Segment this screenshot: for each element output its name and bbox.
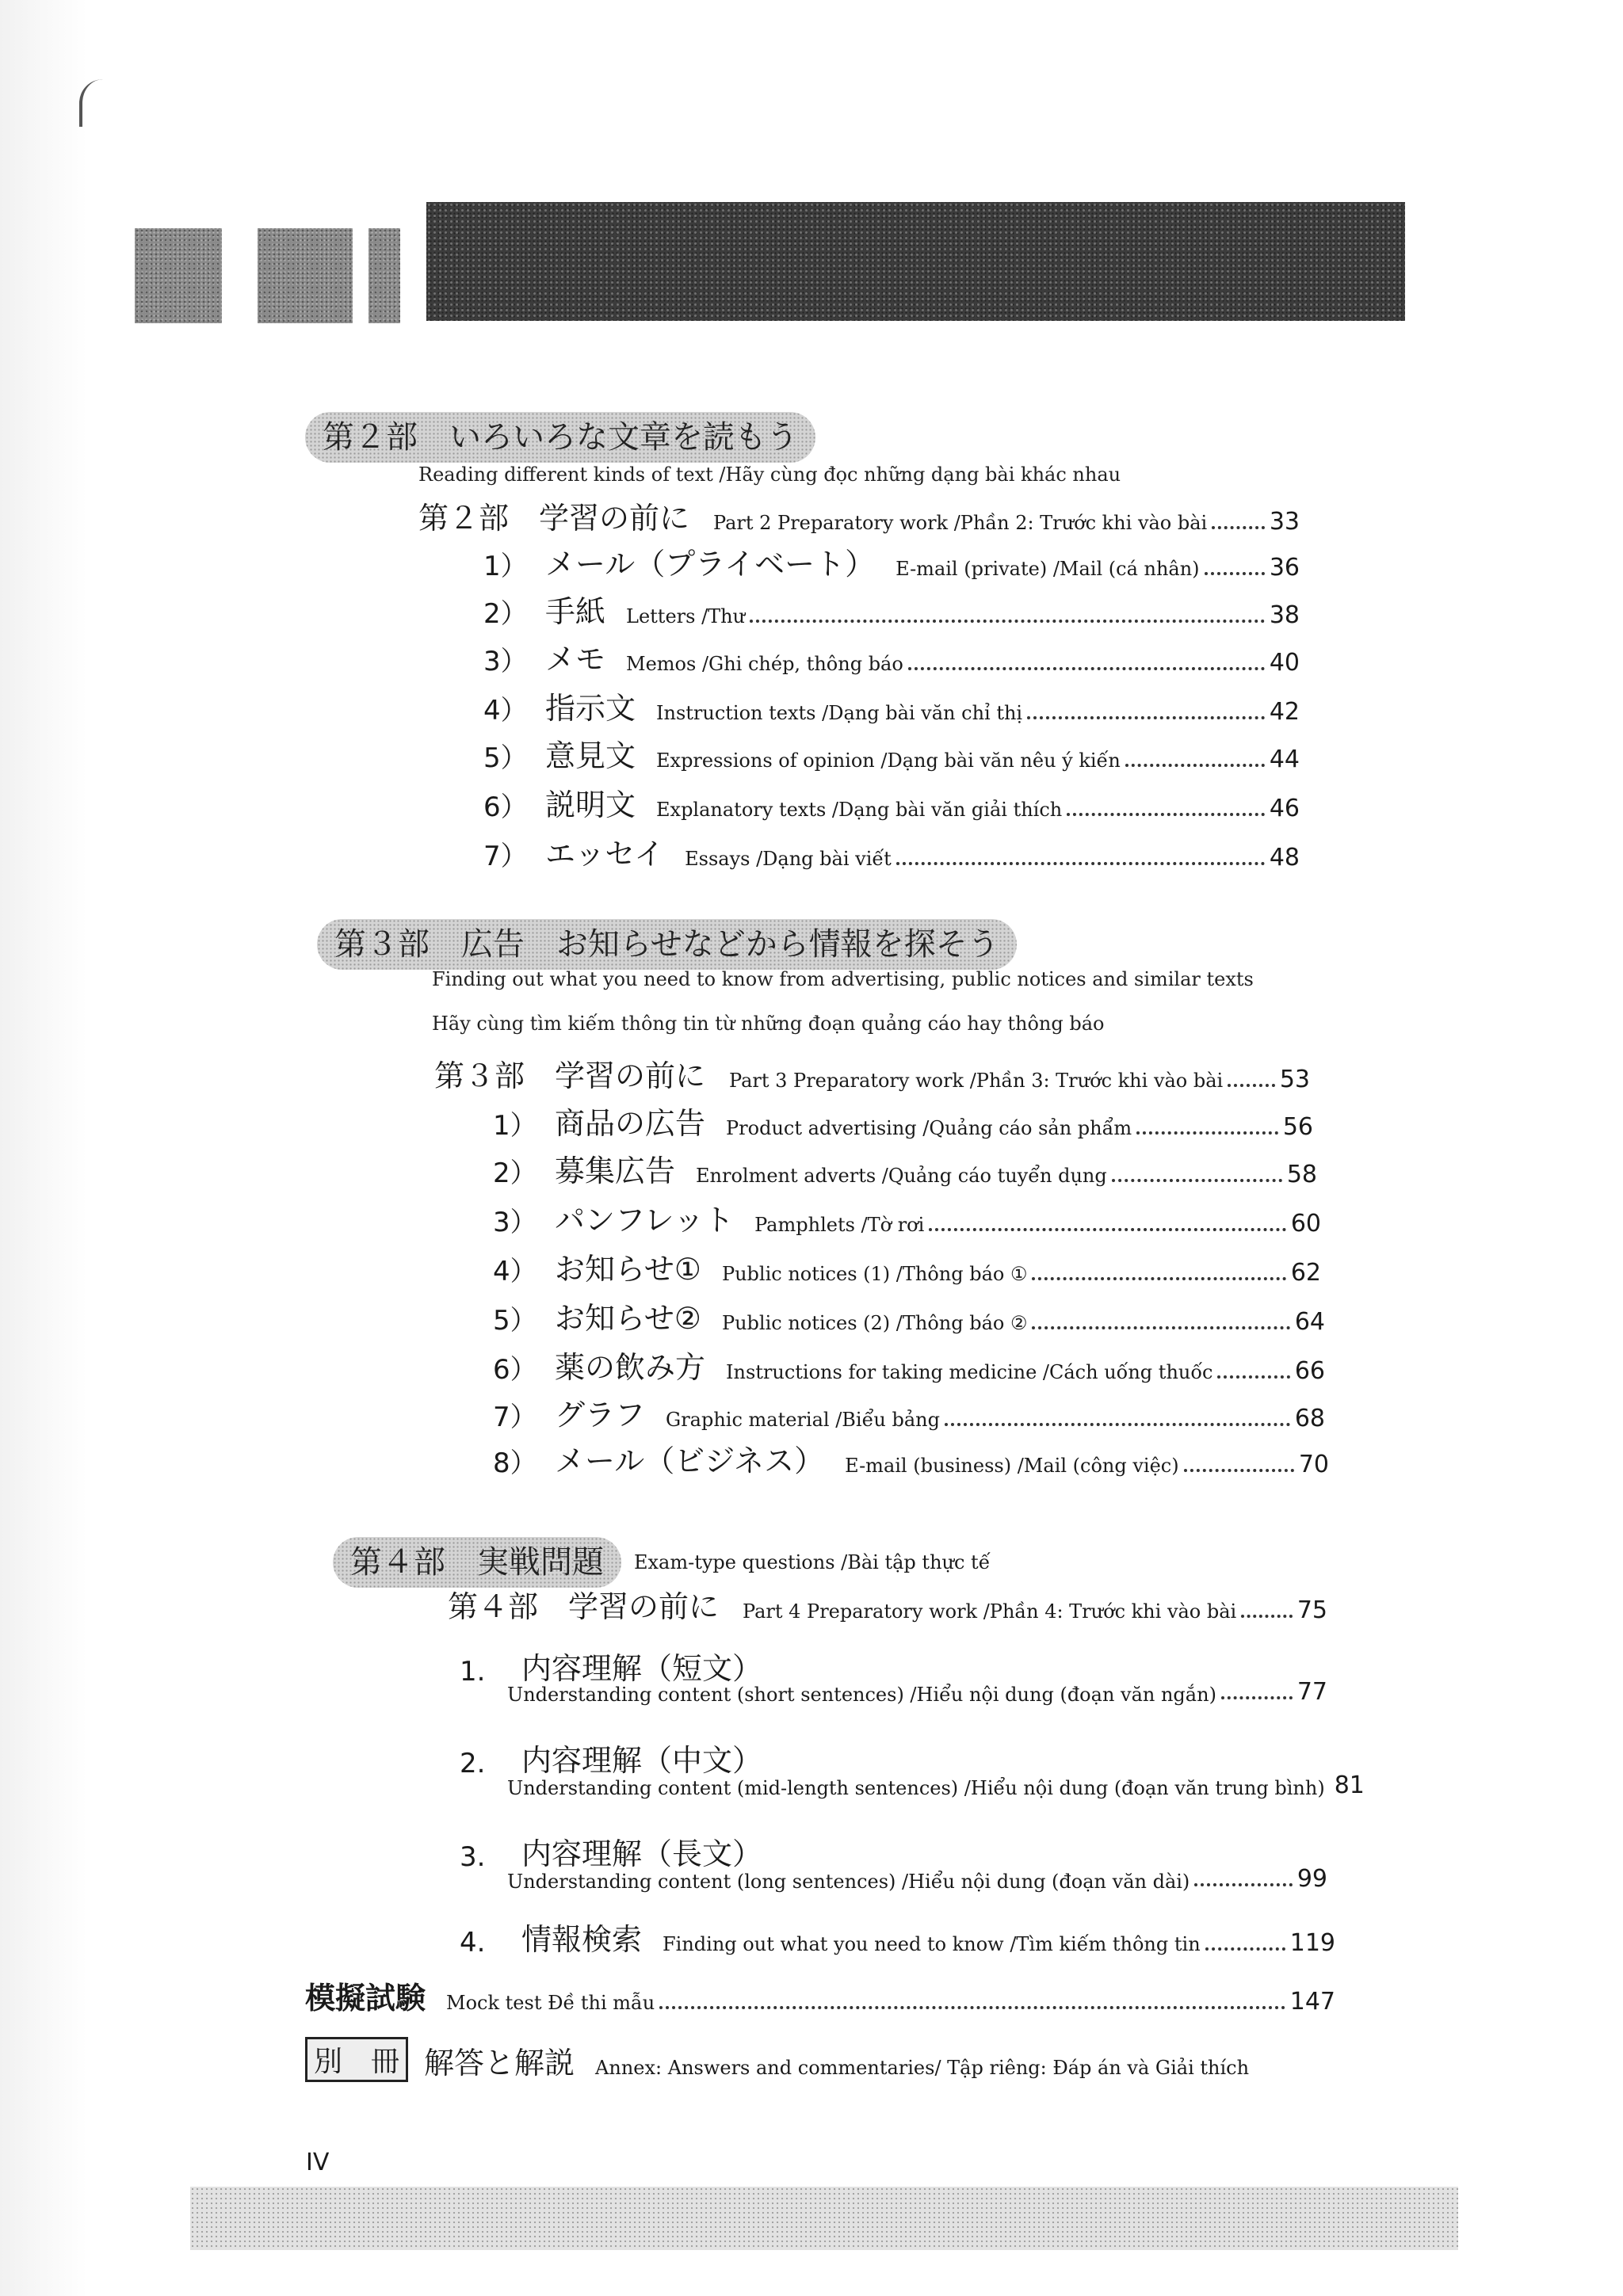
page-ref: 60 [1290,1210,1321,1238]
leader-dots [1221,1696,1293,1699]
part2-label: 第２部 いろいろな文章を読もう [305,412,815,463]
item-title-en: Public notices (1) /Thông báo ① [721,1263,1028,1285]
page-ref: 33 [1269,508,1300,536]
toc-row[interactable] [493,1146,1317,1190]
item-number: 5） [483,742,528,774]
prep-label: 第２部 学習の前に [418,501,690,536]
toc-row[interactable] [507,1865,1327,1893]
leader-dots [1194,1883,1293,1886]
toc-row[interactable] [483,539,1300,583]
toc-row[interactable] [493,1436,1329,1480]
item-title-jp: 指示文 [545,691,636,726]
prep-en: Part 3 Preparatory work /Phần 3: Trước khi vào bài [729,1070,1224,1092]
item-title-jp: お知らせ① [555,1252,701,1287]
toc-row[interactable] [493,1195,1321,1239]
prep-en: Part 4 Preparatory work /Phần 4: Trước khi vào bài [743,1600,1237,1623]
item-number: 8） [493,1447,537,1479]
item-title-en: Explanatory texts /Dạng bài văn giải thích [656,799,1063,821]
item-title-jp: 薬の飲み方 [555,1350,706,1385]
item-number: 7） [493,1402,537,1433]
item-number: 2. [460,1748,486,1779]
item-title-en: Memos /Ghi chép, thông báo [626,653,903,675]
item-title-en: Understanding content (short sentences) /Hiểu nội dung (đoạn văn ngắn) [507,1684,1216,1706]
item-number: 2） [493,1158,537,1189]
item-title-en: Understanding content (long sentences) /Hiểu nội dung (đoạn văn dài) [507,1871,1190,1893]
prep-en: Part 2 Preparatory work /Phần 2: Trước khi vào bài [713,512,1208,534]
page-ref: 99 [1296,1865,1327,1893]
toc-row[interactable] [483,683,1300,727]
item-title-en: E-mail (private) /Mail (cá nhân) [896,558,1200,580]
leader-dots [1241,1615,1293,1618]
toc-row-annex[interactable] [305,2038,1335,2082]
annex-en: Annex: Answers and commentaries/ Tập riêng: Đáp án và Giải thích [595,2057,1250,2079]
mock-test-en: Mock test Đề thi mẫu [446,1992,655,2014]
page-ref: 53 [1279,1066,1310,1093]
scan-shadow [0,0,87,2296]
toc-row-part4-prep[interactable] [448,1581,1327,1626]
page-ref: 62 [1290,1259,1321,1287]
item-title-jp: 内容理解（短文） [521,1651,763,1686]
part3-subtitle-vi: Hãy cùng tìm kiếm thông tin từ những đoạn quảng cáo hay thông báo [432,1013,1105,1035]
toc-row[interactable] [483,730,1300,775]
toc-row[interactable] [483,586,1300,631]
item-number: 6） [483,791,528,823]
item-title-en: Essays /Dạng bài viết [685,848,892,870]
leader-dots [1032,1326,1289,1329]
leader-dots [1125,764,1265,767]
leader-dots [908,667,1265,670]
page-ref: 64 [1294,1308,1325,1336]
item-number: 3） [483,646,528,677]
page-ref: 58 [1286,1161,1317,1188]
item-title-en: E-mail (business) /Mail (công việc) [845,1455,1179,1477]
item-title-jp: 内容理解（長文） [521,1836,763,1871]
item-number: 4） [483,695,528,727]
prep-label: 第３部 学習の前に [434,1058,706,1093]
toc-row[interactable] [507,1772,1365,1799]
leader-dots [896,862,1265,865]
part4-subtitle: Exam-type questions /Bài tập thực tế [634,1551,991,1573]
page-ref: 66 [1294,1357,1325,1385]
item-title-en: Graphic material /Biểu bảng [666,1409,940,1431]
leader-dots [945,1423,1290,1426]
item-title-en: Letters /Thư [626,605,746,627]
page-ref: 77 [1296,1678,1327,1706]
page-ref: 40 [1269,649,1300,677]
toc-row-mock-test[interactable] [305,1973,1335,2017]
page-ref: 56 [1282,1113,1313,1141]
header-band-block-3 [281,228,353,323]
item-number: 7） [483,841,528,872]
leader-dots [1032,1277,1285,1280]
leader-dots [1027,716,1265,719]
item-title-en: Expressions of opinion /Dạng bài văn nêu ý kiến [656,749,1121,772]
item-number: 4） [493,1256,537,1287]
item-title-jp: 情報検索 [521,1922,643,1957]
item-title-en: Pamphlets /Tờ rơi [754,1214,925,1236]
page-ref: 75 [1296,1596,1327,1624]
toc-row[interactable] [493,1342,1325,1386]
item-number: 2） [483,598,528,630]
toc-row[interactable] [493,1098,1313,1142]
page-ref: 36 [1269,554,1300,582]
item-number: 1. [460,1656,486,1688]
annex-jp: 解答と解説 [424,2046,575,2081]
prep-label: 第４部 学習の前に [448,1589,720,1624]
page-number: IV [306,2149,330,2176]
leader-dots [1067,813,1265,816]
toc-row[interactable] [493,1293,1325,1337]
part3-subtitle-en: Finding out what you need to know from advertising, public notices and similar texts [432,968,1254,990]
item-title-en: Instructions for taking medicine /Cách uống thuốc [726,1361,1213,1383]
mock-test-jp: 模擬試験 [305,1981,426,2016]
item-title-jp: お知らせ② [555,1301,701,1336]
item-title-jp: メール（ビジネス） [555,1444,825,1478]
leader-dots [659,2006,1285,2009]
item-title-jp: メール（プライベート） [545,547,876,582]
item-title-jp: 商品の広告 [555,1106,706,1141]
leader-dots [1205,572,1265,575]
item-title-en: Understanding content (mid-length sentences) /Hiểu nội dung (đoạn văn trung bình) [507,1777,1325,1799]
item-title-jp: 手紙 [545,594,606,629]
header-band-block-1 [135,228,222,323]
header-band-block-4 [369,228,400,323]
leader-dots [750,620,1265,623]
item-number: 1） [493,1110,537,1142]
leader-dots [1184,1469,1294,1472]
item-title-en: Public notices (2) /Thông báo ② [721,1312,1028,1334]
leader-dots [1136,1131,1278,1135]
toc-row[interactable] [507,1678,1327,1706]
item-title-jp: メモ [545,642,606,677]
toc-row-part2-prep[interactable] [418,493,1300,537]
page-ref: 81 [1334,1772,1365,1799]
part4-label: 第４部 実戦問題 [333,1537,621,1588]
page-ref: 68 [1294,1405,1325,1432]
toc-row[interactable] [460,1914,1335,1958]
item-title-jp: 意見文 [545,738,636,773]
leader-dots [1217,1375,1289,1379]
page-ref: 42 [1269,698,1300,726]
page-ref: 147 [1289,1988,1335,2016]
page-ref: 44 [1269,746,1300,773]
item-number: 4. [460,1927,486,1958]
item-title-jp: グラフ [555,1398,646,1432]
item-number: 1） [483,551,528,582]
part3-label: 第３部 広告 お知らせなどから情報を探そう [317,919,1017,970]
item-number: 3） [493,1207,537,1238]
item-number: 6） [493,1354,537,1386]
leader-dots [1212,526,1265,529]
toc-row[interactable] [493,1390,1325,1434]
header-band-block-2 [258,228,281,323]
item-title-jp: 説明文 [545,788,636,822]
toc-row[interactable] [493,1244,1321,1288]
leader-dots [1228,1084,1275,1087]
footer-band [190,2187,1458,2250]
annex-box-label: 別 冊 [305,2037,408,2082]
item-number: 3. [460,1841,486,1873]
leader-dots [1205,1947,1285,1951]
toc-row[interactable] [483,829,1300,873]
part2-subtitle: Reading different kinds of text /Hãy cùng đọc những dạng bài khác nhau [418,463,1121,486]
item-title-en: Product advertising /Quảng cáo sản phẩm [726,1117,1132,1139]
item-title-jp: パンフレット [555,1203,735,1238]
part4-header [333,1537,990,1588]
item-title-jp: 内容理解（中文） [521,1743,763,1778]
page-ref: 70 [1298,1451,1329,1478]
toc-row[interactable] [483,634,1300,678]
leader-dots [929,1228,1286,1231]
item-title-jp: エッセイ [545,837,665,871]
page-ref: 38 [1269,601,1300,629]
toc-row[interactable] [483,780,1300,824]
item-title-jp: 募集広告 [555,1154,676,1188]
header-band [426,202,1405,321]
item-title-en: Instruction texts /Dạng bài văn chỉ thị [656,702,1023,724]
page-ref: 46 [1269,795,1300,822]
page-ref: 119 [1289,1929,1335,1957]
item-title-en: Enrolment adverts /Quảng cáo tuyển dụng [696,1165,1107,1187]
toc-row-part3-prep[interactable] [434,1051,1310,1095]
item-title-en: Finding out what you need to know /Tìm kiếm thông tin [663,1933,1201,1955]
page-ref: 48 [1269,844,1300,871]
leader-dots [1112,1179,1282,1182]
item-number: 5） [493,1305,537,1337]
